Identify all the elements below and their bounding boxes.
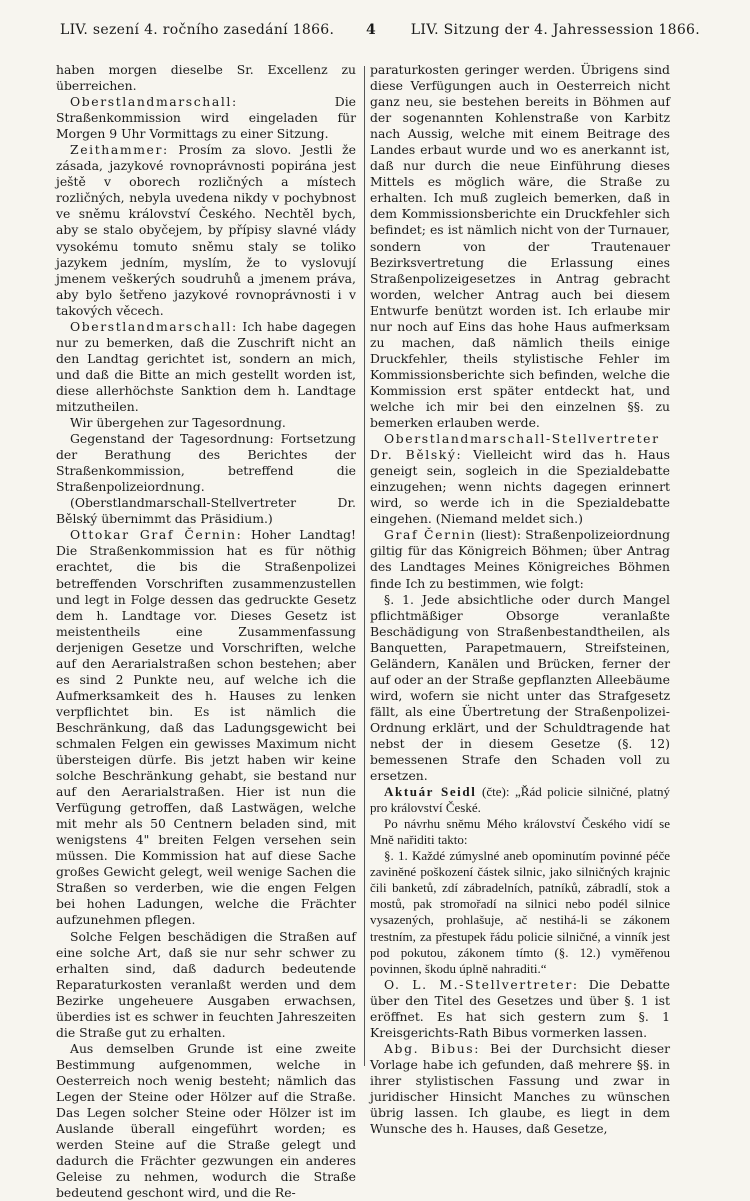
paragraph <box>370 1041 670 1137</box>
paragraph <box>56 142 356 319</box>
paragraph-text: paraturkosten geringer werden. Übrigens sind diese Verfügungen auch in Oesterreich nicht ganz neu, sie bestehen bereits in Böhmen auf der sogenannten Kohlenstraße von Karbitz nach Aussig, welche mit einem Beitrage des Landes erbaut wurde und wo es anerkannt ist, daß nur durch die neue Einführung dieses Mittels es möglich wäre, die Straße zu erhalten. Ich muß zugleich bemerken, daß in dem Kommissionsberichte ein Druckfehler sich befindet; es ist nämlich nicht von der Turnauer, sondern von der Trautenauer Bezirksvertretung die Erlassung eines Straßenpolizeigesetzes in Antrag gebracht worden, welcher Antrag auch bei diesem Entwurfe benützt worden ist. Ich erlaube mir nur noch auf Eins das hohe Haus aufmerksam zu machen, daß nämlich theils einige Druckfehler, theils stylistische Fehler im Kommissionsberichte sich befinden, welche die Kommission erst später entdeckt hat, und welche ich mir bei den einzelnen §§. zu bemerken erlauben werde. <box>370 62 670 431</box>
paragraph <box>56 319 356 415</box>
paragraph-text: Prosím za slovo. Jestli že zásada, jazykové rovnoprávnosti popirána jest ještě v oborech rozličných a místech rozličných, nebyla uvedena nikdy v pochybnost ve sněmu království Českého. Nechtěl bych, aby se stalo obyčejem, by přípisy slavné vlády vysokému tomuto sněmu staly se toliko jazykem jedním, myslím, že to vyslovují jmenem veškerých soudruhů a jmenem práva, aby bylo šetřeno jazykové rovnoprávnosti i v takových věcech. <box>56 142 356 318</box>
paragraph-text: haben morgen dieselbe Sr. Excellenz zu überreichen. <box>56 62 356 94</box>
paragraph <box>370 62 670 431</box>
paragraph-text: Die Debatte über den Titel des Gesetzes und über §. 1 ist eröffnet. Es hat sich gestern zum §. 1 Kreisgerichts-Rath Bibus vormerken lassen. <box>370 976 670 1040</box>
paragraph-text: Die Straßenkommission wird eingeladen für Morgen 9 Uhr Vormittags zu einer Sitzung. <box>56 94 356 142</box>
paragraph-text: Gegenstand der Tagesordnung: Fortsetzung der Berathung des Berichtes der Straßenkommission, betreffend die Straßenpolizeiordnung. <box>56 431 356 495</box>
speaker-name: Graf Černin <box>384 527 477 543</box>
paragraph <box>56 94 356 142</box>
paragraph-text: Bei der Durchsicht dieser Vorlage habe ich gefunden, daß mehrere §§. in ihrer stylistischen Fassung und zwar in juridischer Hinsicht Manches zu wünschen übrig lassen. Ich glaube, es liegt in dem Wunsche des h. Hauses, daß Gesetze, <box>370 1040 670 1137</box>
paragraph-text: Hoher Landtag! Die Straßenkommission hat es für nöthig erachtet, die bis die Straßenpolizei betreffenden Vorschriften zusammenzustellen und legt in Folge dessen das gedruckte Gesetz dem h. Landtage vor. Dieses Gesetz ist meistentheils eine Zusammenfassung derjenigen Gesetze und Vorschriften, welche auf den Aerarialstraßen schon bestehen; aber es sind 2 Punkte neu, auf welche ich die Aufmerksamkeit des h. Hauses zu lenken verpflichtet bin. Es ist nämlich die Beschränkung, daß das Ladungsgewicht bei schmalen Felgen ein gewisses Maximum nicht übersteigen dürfe. Bis jetzt haben wir keine solche Beschränkung gehabt, sie bestand nur auf den Aerarialstraßen. Hier ist nun die Verfügung getroffen, daß Lastwägen, welche mit mehr als 50 Centnern beladen sind, mit wenigstens 4" breiten Felgen versehen sein müssen. Die Kommission hat auf diese Sache großes Gewicht gelegt, weil wenige Sachen die Straßen so verderben, wie die engen Felgen bei hohen Ladungen, welche die Frächter aufzunehmen pflegen. <box>56 527 356 928</box>
paragraph <box>370 592 670 785</box>
paragraph <box>56 495 356 527</box>
paragraph-text: §. 1. Každé zúmyslné aneb opominutím povinné péče zaviněné poškození částek silnic, jako silničných krajnic čili banketů, zdí zábradelních, patníků, zábradlí, stok a mostů, pak stromořadí na silnici nebo podél silnice vysazených, prohlašuje, ač nestihá-li se zákonem trestním, za přestupek řádu policie silničné, a vinník jest pod pokutou, zákonem tímto (§. 12.) vyměřenou povinnen, škodu úplně nahraditi.“ <box>370 848 670 976</box>
left-column <box>56 62 356 1201</box>
right-column <box>370 62 670 1137</box>
paragraph <box>56 929 356 1041</box>
speaker-name: Oberstlandmarschall: <box>70 94 238 110</box>
speaker-name: Abg. Bibus: <box>384 1040 481 1056</box>
paragraph-text: Solche Felgen beschädigen die Straßen auf eine solche Art, daß sie nur sehr schwer zu erhalten sind, daß dadurch bedeutende Reparaturkosten veranlaßt werden und dem Bezirke ungeheuere Ausgaben erwachsen, überdies ist es schwer in feuchten Jahreszeiten die Straße gut zu erhalten. <box>56 928 356 1040</box>
header-left: LIV. sezení 4. ročního zasedání 1866. <box>60 22 335 38</box>
paragraph <box>370 431 670 527</box>
paragraph-text: Vielleicht wird das h. Haus geneigt sein, sogleich in die Spezialdebatte einzugehen; wenn nichts dagegen erinnert wird, so werde ich in die Spezialdebatte eingehen. (Niemand meldet sich.) <box>370 447 670 527</box>
paragraph-text: (čte): „Řád policie silničné, platný pro království České. <box>370 784 671 816</box>
paragraph-text: (Oberstlandmarschall-Stellvertreter Dr. Bělský übernimmt das Präsidium.) <box>56 495 356 527</box>
paragraph <box>56 415 356 431</box>
speaker-name: Oberstlandmarschall: <box>70 318 238 334</box>
paragraph <box>56 431 356 495</box>
page-header <box>60 22 700 48</box>
speaker-name: Ottokar Graf Černin: <box>70 527 243 543</box>
paragraph <box>370 816 670 848</box>
paragraph <box>370 848 670 976</box>
paragraph-text: Aus demselben Grunde ist eine zweite Bestimmung aufgenommen, welche in Oesterreich noch wenig besteht; nämlich das Legen der Steine oder Hölzer auf die Straße. Das Legen solcher Steine oder Hölzer ist im Auslande überall eingeführt worden; es werden Steine auf die Straße gelegt und dadurch die Frächter gezwungen ein anderes Geleise zu nehmen, wodurch die Straße bedeutend geschont wird, und die Re- <box>56 1040 356 1201</box>
paragraph <box>56 62 356 94</box>
column-divider <box>364 66 365 1066</box>
speaker-name: Aktuár Seidl <box>384 784 477 800</box>
paragraph-text: §. 1. Jede absichtliche oder durch Mangel pflichtmäßiger Obsorge veranlaßte Beschädigung von Straßenbestandtheilen, als Banquetten, Parapetmauern, Streifsteinen, Geländern, Kanälen und Brücken, ferner der auf oder an der Straße gepflanzten Alleebäume wird, wofern sie nicht unter das Strafgesetz fällt, als eine Übertretung der Straßenpolizei-Ordnung erklärt, und der Schuldtragende hat nebst der in diesem Gesetze (§. 12) bemessenen Strafe den Schaden voll zu ersetzen. <box>370 591 670 784</box>
speaker-name: Zeithammer: <box>70 142 169 158</box>
paragraph <box>56 527 356 928</box>
paragraph <box>56 1041 356 1201</box>
paragraph <box>370 977 670 1041</box>
paragraph-text: Ich habe dagegen nur zu bemerken, daß die Zuschrift nicht an den Landtag gerichtet ist, sondern an mich, und daß die Bitte an mich gestellt worden ist, diese allerhöchste Sanktion dem h. Landtage mitzutheilen. <box>56 318 356 414</box>
paragraph <box>370 784 670 816</box>
paragraph-text: Wir übergehen zur Tagesordnung. <box>70 415 286 431</box>
speaker-name: Oberstlandmarschall-Stellvertreter Dr. Bělský: <box>370 431 660 463</box>
paragraph <box>370 527 670 591</box>
page-number: 4 <box>366 22 377 38</box>
speaker-name: O. L. M.-Stellvertreter: <box>384 976 579 992</box>
header-right: LIV. Sitzung der 4. Jahressession 1866. <box>410 22 700 38</box>
paragraph-text: Po návrhu sněmu Mého království Českého vidí se Mně nařiditi takto: <box>370 816 670 848</box>
paragraph-text: (liest): Straßenpolizeiordnung giltig für das Königreich Böhmen; über Antrag des Landtages Meines Königreiches Böhmen finde Ich zu bestimmen, wie folgt: <box>370 527 670 591</box>
